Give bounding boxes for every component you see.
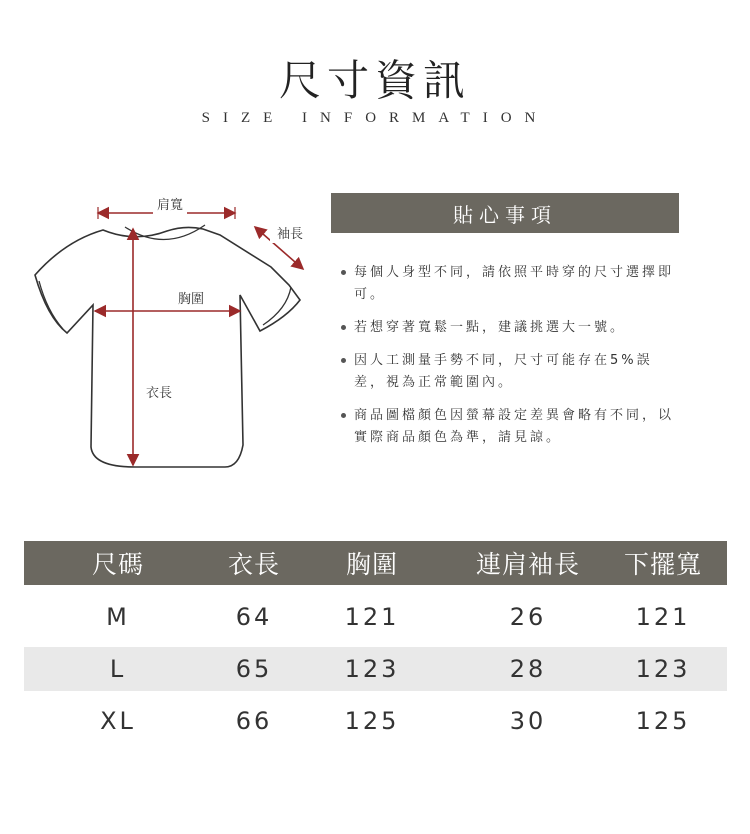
size-table-header bbox=[24, 541, 727, 585]
notes-list bbox=[340, 262, 680, 460]
note-item: 因人工測量手勢不同，尺寸可能存在5%誤差，視為正常範圍內。 bbox=[340, 350, 680, 394]
length-label: 衣長 bbox=[145, 386, 173, 401]
cell-sleeve: 28 bbox=[509, 655, 547, 683]
note-item: 每個人身型不同，請依照平時穿的尺寸選擇即可。 bbox=[340, 262, 680, 306]
sleeve-label: 袖長 bbox=[276, 227, 304, 242]
cell-sleeve: 30 bbox=[509, 707, 547, 735]
header-sleeve: 連肩袖長 bbox=[475, 550, 580, 579]
cell-length: 66 bbox=[235, 707, 273, 735]
note-item: 商品圖檔顏色因螢幕設定差異會略有不同，以實際商品顏色為準，請見諒。 bbox=[340, 405, 680, 449]
cell-hem: 125 bbox=[635, 707, 691, 735]
shoulder-label: 肩寬 bbox=[156, 198, 184, 213]
cell-size: L bbox=[109, 655, 127, 683]
cell-chest: 123 bbox=[344, 655, 400, 683]
page-subtitle: SIZE INFORMATION bbox=[201, 110, 549, 126]
cell-sleeve: 26 bbox=[509, 603, 547, 631]
cell-size: M bbox=[106, 603, 130, 631]
cell-hem: 121 bbox=[635, 603, 691, 631]
table-row bbox=[24, 699, 727, 743]
notes-title: 貼心事項 bbox=[331, 193, 679, 233]
table-row bbox=[24, 595, 727, 639]
tshirt-outline-illustration bbox=[25, 185, 325, 485]
cell-length: 65 bbox=[235, 655, 273, 683]
tshirt-diagram bbox=[25, 185, 325, 485]
cell-length: 64 bbox=[235, 603, 273, 631]
cell-chest: 121 bbox=[344, 603, 400, 631]
table-row bbox=[24, 647, 727, 691]
cell-size: XL bbox=[100, 707, 136, 735]
header-length: 衣長 bbox=[227, 550, 280, 579]
header-chest: 胸圍 bbox=[345, 550, 398, 579]
header-hem: 下擺寬 bbox=[623, 550, 702, 579]
note-item: 若想穿著寬鬆一點，建議挑選大一號。 bbox=[340, 317, 680, 339]
size-table bbox=[24, 541, 727, 743]
cell-hem: 123 bbox=[635, 655, 691, 683]
page-title: 尺寸資訊 bbox=[278, 56, 471, 105]
header-size: 尺碼 bbox=[91, 550, 144, 579]
chest-label: 胸圍 bbox=[177, 292, 205, 307]
cell-chest: 125 bbox=[344, 707, 400, 735]
